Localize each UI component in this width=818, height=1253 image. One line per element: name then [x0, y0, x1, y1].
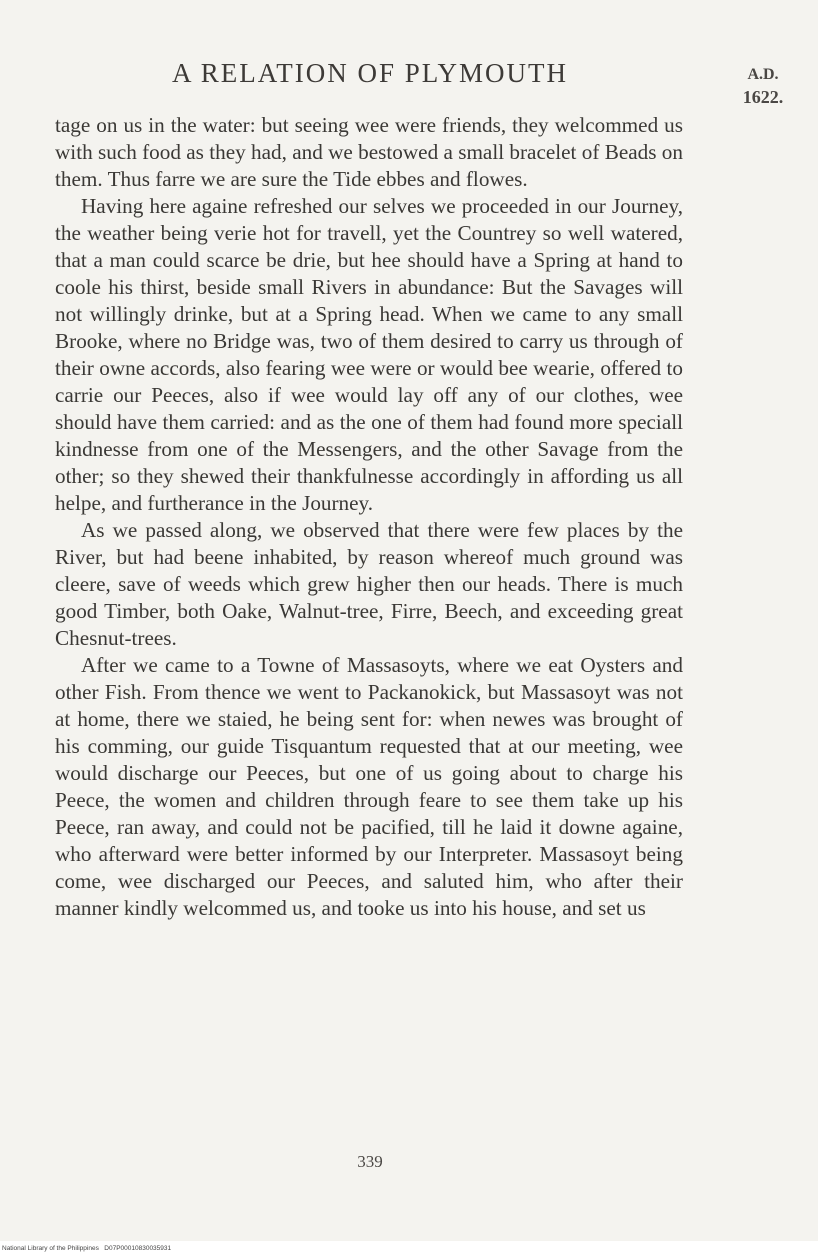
- paragraph: After we came to a Towne of Massasoyts, where we eat Oysters and other Fish. From thence we went to Packanokick, but Massasoyt was not at home, there we staied, he being sent for: when newes was brought of his comming, our guide Tisquantum requested that at our meeting, wee would discharge our Peeces, but one of us going about to charge his Peece, the women and children through feare to see them take up his Peece, ran away, and could not be pacified, till he laid it downe againe, who afterward were better informed by our Interpreter. Massasoyt being come, wee discharged our Peeces, and saluted him, who after their manner kindly welcommed us, and tooke us into his house, and set us: [55, 653, 683, 920]
- paragraph-continuation: tage on us in the water: but seeing wee were friends, they welcommed us with such food as they had, and we bestowed a small bracelet of Beads on them. Thus farre we are sure the Tide ebbes and flowes.: [55, 113, 683, 191]
- scan-footer: [0, 1241, 818, 1253]
- paragraph: Having here againe refreshed our selves we proceeded in our Journey, the weather being verie hot for travell, yet the Countrey so well watered, that a man could scarce be drie, but hee should have a Spring at hand to coole his thirst, beside small Rivers in abundance: But the Savages will not willingly drinke, but at a Spring head. When we came to any small Brooke, where no Bridge was, two of them desired to carry us through of their owne accords, also fearing wee were or would bee wearie, offered to carrie our Peeces, also if wee would lay off any of our clothes, wee should have them carried: and as the one of them had found more speciall kindnesse from one of the Messengers, and the other Savage from the other; so they shewed their thankfulnesse accordingly in affording us all helpe, and furtherance in the Journey.: [55, 194, 683, 515]
- footer-identifier: D07P00010830035931: [104, 1245, 172, 1252]
- body-text: [55, 112, 683, 922]
- margin-note-era: A.D.: [747, 66, 779, 83]
- margin-note-year: 1622.: [742, 87, 784, 107]
- paragraph: As we passed along, we observed that there were few places by the River, but had beene inhabited, by reason whereof much ground was cleere, save of weeds which grew higher then our heads. There is much good Timber, both Oake, Walnut-tree, Firre, Beech, and exceeding great Chesnut-trees.: [55, 518, 683, 650]
- margin-date-note: [733, 64, 793, 108]
- footer-attribution: National Library of the Philippines: [2, 1245, 99, 1252]
- page-number: 339: [357, 1152, 383, 1171]
- running-head-title: A RELATION OF PLYMOUTH: [171, 58, 569, 88]
- scan-attribution: [2, 1245, 171, 1252]
